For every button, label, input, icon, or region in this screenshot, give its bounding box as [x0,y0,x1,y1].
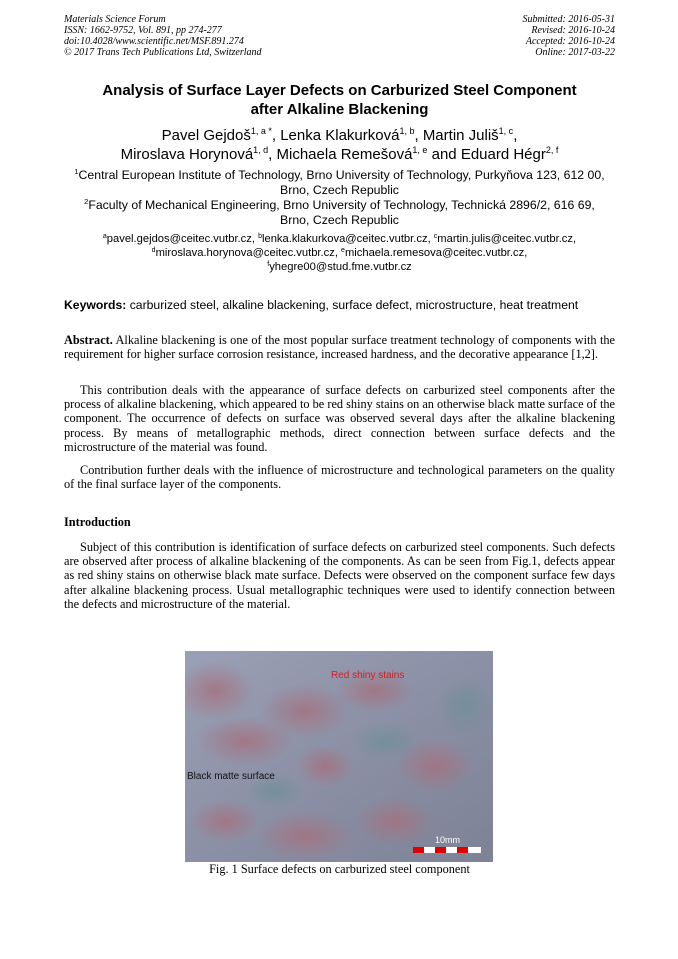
author-separator: , [268,146,277,163]
author-affil-sup: 2, f [545,145,559,155]
date-online: Online: 2017-03-22 [535,47,615,58]
title-line-1: Analysis of Surface Layer Defects on Carburized Steel Component [102,82,577,99]
author-list [64,126,615,164]
email-link[interactable]: miroslava.horynova@ceitec.vutbr.cz [155,247,335,259]
author-affil-sup: 1, a * [250,126,272,136]
abstract-paragraph-1 [64,333,615,361]
abstract-text: Contribution further deals with the influence of microstructure and technological parameters on the quality of the final surface layer of the components. [64,463,615,492]
email-list: $^a$pavel.gejdos@ceitec.vutbr.cz, $^b$lenka.klakurkova@ceitec.vutbr.cz, $^c$martin.julis@ceitec.vutbr.cz, $^d$miroslava.horynova@ceitec.vutbr.cz, $^e$michaela.remesova@ceitec.vutbr.cz, $^f$yhegre00@stud.fme.vutbr.cz [102,233,577,273]
figure-surface-defects [185,651,493,862]
email-link[interactable]: yhegre00@stud.fme.vutbr.cz [269,261,412,273]
author-name: Miroslava Horynová [120,146,254,163]
author-name: Michaela Remešová [276,146,413,163]
email-link[interactable]: pavel.gejdos@ceitec.vutbr.cz [106,233,252,245]
affil-sup: 1 [74,167,79,176]
keywords-label: Keywords: [64,298,127,312]
keywords-text: carburized steel, alkaline blackening, surface defect, microstructure, heat treatment [129,298,579,312]
email-sup: d [151,247,156,254]
abstract-text: Alkaline blackening is one of the most popular surface treatment technology of components with the requirement for higher surface corrosion resistance, increased hardness, and the decorative appearance [1,2]. [64,333,615,362]
author-affil-sup: 1, d [253,145,269,155]
affil-text: Faculty of Mechanical Engineering, Brno University of Technology, Technická 2896/2, 616 69, [88,198,595,212]
date-revised: Revised: 2016-10-24 [531,25,615,36]
author-name: Lenka Klakurková [280,127,400,144]
author-affil-sup: 1, b [399,126,415,136]
email-link[interactable]: lenka.klakurkova@ceitec.vutbr.cz [261,233,428,245]
introduction-text: Subject of this contribution is identification of surface defects on carburized steel components. Such defects are observed after process of alkaline blackening of the components. As can be seen from Fig.1, defects appear as red shiny stains on otherwise black mate surface. Defects were observed on the component surface few days after alkaline blackening process. Usual metallographic techniques were used to identify connection between the defects and microstructure of the material. [64,540,615,611]
email-sup: f [267,261,270,268]
author-line-1 [64,126,615,145]
abstract-label: Abstract. [64,333,113,347]
affil-text: Central European Institute of Technology, Brno University of Technology, Purkyňova 123, 612 00, [78,168,605,182]
date-submitted: Submitted: 2016-05-31 [522,14,615,25]
affiliation-1 [64,168,615,197]
email-sup: e [341,247,345,254]
author-name: Eduard Hégr [460,146,546,163]
email-link[interactable]: michaela.remesova@ceitec.vutbr.cz [344,247,525,259]
email-sup: a [102,233,107,240]
author-name: Martin Juliš [422,127,499,144]
affil-city: Brno, Czech Republic [280,182,399,197]
journal-name: Materials Science Forum [64,14,166,25]
journal-doi[interactable]: doi:10.4028/www.scientific.net/MSF.891.274 [64,36,244,47]
paper-title [64,81,615,119]
author-affil-sup: 1, c [498,126,514,136]
figure-caption: Fig. 1 Surface defects on carburized steel component [209,862,470,876]
email-link[interactable]: martin.julis@ceitec.vutbr.cz [437,233,573,245]
author-line-2 [64,145,615,164]
abstract-paragraph-2 [64,383,615,454]
scale-bar-label: 10mm [435,835,461,845]
keywords [64,298,624,312]
email-sup: c [433,233,438,240]
label-red-shiny-stains: Red shiny stains [331,670,405,681]
date-accepted: Accepted: 2016-10-24 [525,36,615,47]
author-name: Pavel Gejdoš [161,127,251,144]
publication-dates [380,14,615,58]
title-line-2: after Alkaline Blackening [250,101,429,118]
surface-photo [185,651,493,862]
journal-issn: ISSN: 1662-9752, Vol. 891, pp 274-277 [64,25,222,36]
author-separator: and [427,146,461,163]
affil-sup: 2 [84,197,89,206]
email-sup: b [258,233,262,240]
author-separator: , [271,127,281,144]
affiliation-2 [64,198,615,227]
journal-copyright: © 2017 Trans Tech Publications Ltd, Switzerland [64,47,262,58]
author-separator: , [414,127,423,144]
author-affil-sup: 1, e [412,145,428,155]
introduction-paragraph [64,540,615,611]
section-heading-introduction: Introduction [64,515,131,529]
affil-city: Brno, Czech Republic [280,212,399,227]
label-black-matte-surface: Black matte surface [187,771,275,782]
author-separator: , [513,127,518,144]
scale-bar [413,847,481,853]
abstract-paragraph-3 [64,463,615,491]
journal-info [64,14,384,58]
abstract-text: This contribution deals with the appearance of surface defects on carburized steel components after the process of alkaline blackening, which appeared to be red shiny stains on an otherwise black matte surface of the component. The occurrence of defects on surface was observed several days after the alkaline blackening process. By means of metallographic methods, direct connection between surface defects and the microstructure of the material was found. [64,383,615,454]
